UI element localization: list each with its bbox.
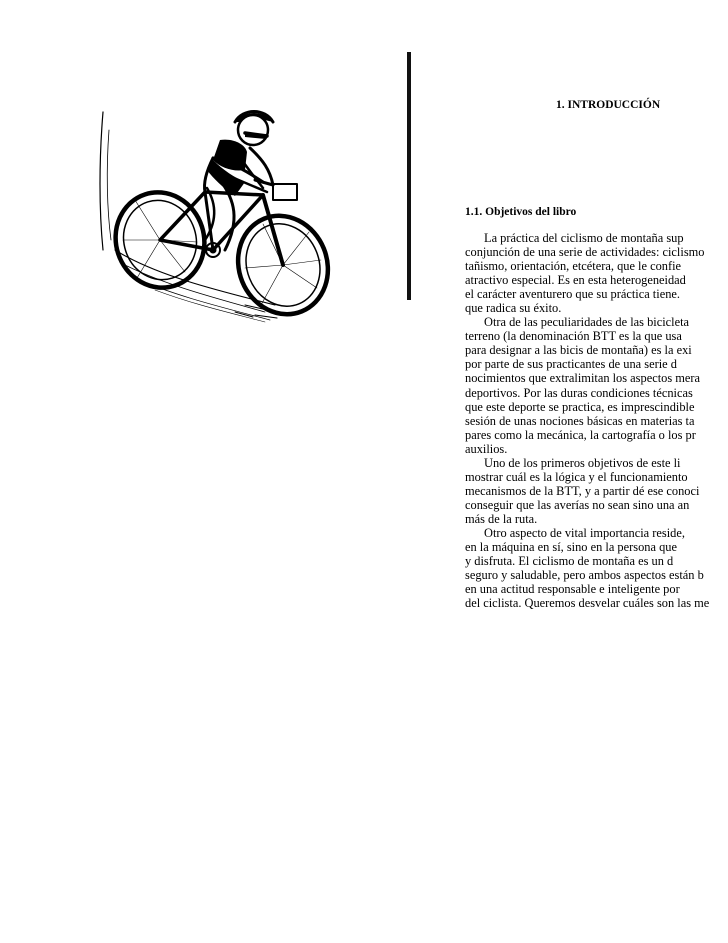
body-line: que radica su éxito.: [465, 301, 562, 316]
body-line: del ciclista. Queremos desvelar cuáles son las me: [465, 596, 710, 611]
body-line: mostrar cuál es la lógica y el funcionamiento: [465, 469, 688, 484]
body-text: [465, 231, 728, 610]
body-line: sesión de unas nociones básicas en materias ta: [465, 413, 695, 428]
body-line: Uno de los primeros objetivos de este li: [484, 455, 681, 470]
body-line: y disfruta. El ciclismo de montaña es un d: [465, 554, 674, 569]
body-line: en la máquina en sí, sino en la persona que: [465, 540, 677, 555]
body-line: Otro aspecto de vital importancia reside,: [484, 525, 685, 540]
body-line: para designar a las bicis de montaña) es la exi: [465, 343, 692, 358]
body-line: más de la ruta.: [465, 511, 538, 526]
vertical-rule: [407, 52, 411, 300]
body-line: mecanismos de la BTT, y a partir dé ese conoci: [465, 483, 700, 498]
body-line: auxilios.: [465, 441, 508, 456]
body-line: pares como la mecánica, la cartografía o los pr: [465, 427, 696, 442]
body-line: Otra de las peculiaridades de las bicicleta: [484, 315, 690, 330]
body-line: deportivos. Por las duras condiciones técnicas: [465, 385, 693, 400]
body-line: tañismo, orientación, etcétera, que le confie: [465, 259, 682, 274]
section-heading: 1.1. Objetivos del libro: [465, 206, 577, 218]
body-line: el carácter aventurero que su práctica tiene.: [465, 287, 680, 302]
body-line: atractivo especial. Es en esta heterogeneidad: [465, 273, 686, 288]
body-line: conseguir que las averías no sean sino una an: [465, 497, 690, 512]
body-line: conjunción de una serie de actividades: ciclismo: [465, 245, 705, 260]
body-line: seguro y saludable, pero ambos aspectos están b: [465, 568, 704, 583]
body-line: nocimientos que extralimitan los aspectos mera: [465, 371, 701, 386]
mountain-biker-illustration: [95, 100, 340, 325]
body-line: terreno (la denominación BTT es la que usa: [465, 329, 682, 344]
body-line: La práctica del ciclismo de montaña sup: [484, 231, 684, 245]
chapter-title: 1. INTRODUCCIÓN: [556, 99, 661, 111]
body-line: que este deporte se practica, es imprescindible: [465, 399, 695, 414]
body-line: en una actitud responsable e inteligente por: [465, 582, 680, 597]
body-line: por parte de sus practicantes de una serie d: [465, 357, 677, 372]
